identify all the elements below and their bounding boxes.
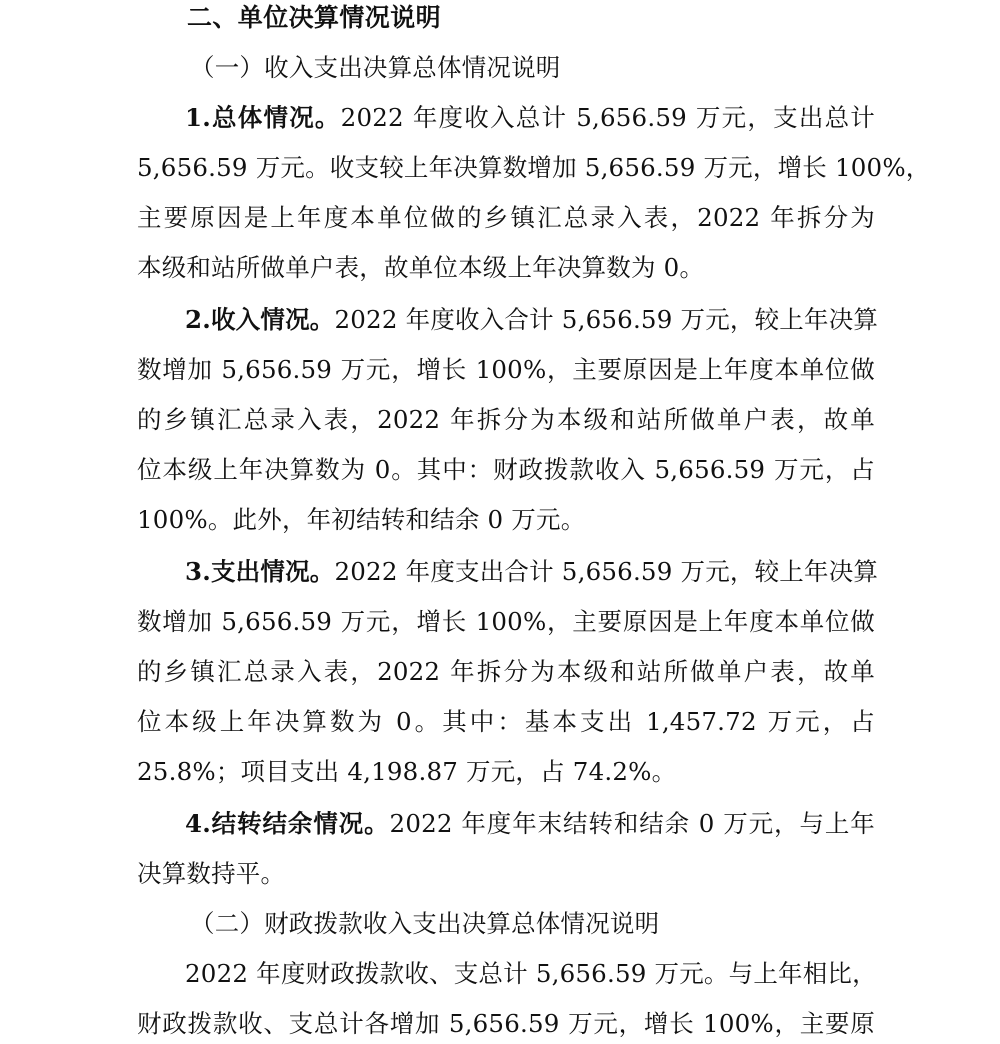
paragraph-expense-line-2: 数增加 5,656.59 万元，增长 100%，主要原因是上年度本单位做 xyxy=(137,607,875,636)
paragraph-fiscal-line-1: 2022 年度财政拨款收、支总计 5,656.59 万元。与上年相比， xyxy=(185,959,877,988)
paragraph-expense-text: 2022 年度支出合计 5,656.59 万元，较上年决算 xyxy=(334,557,879,586)
paragraph-overall-line-1 xyxy=(137,102,875,134)
paragraph-income-line-4: 位本级上年决算数为 0。其中：财政拨款收入 5,656.59 万元，占 xyxy=(137,455,875,484)
paragraph-income-line-1 xyxy=(137,304,879,336)
paragraph-carryover-line-1 xyxy=(137,808,875,840)
paragraph-expense-line-3: 的乡镇汇总录入表，2022 年拆分为本级和站所做单户表，故单 xyxy=(137,657,875,686)
paragraph-overall-line-4: 本级和站所做单户表，故单位本级上年决算数为 0。 xyxy=(137,253,705,282)
paragraph-income-text: 2022 年度收入合计 5,656.59 万元，较上年决算 xyxy=(334,305,879,334)
paragraph-expense-lead: 3.支出情况。 xyxy=(185,557,335,586)
paragraph-overall-line-3: 主要原因是上年度本单位做的乡镇汇总录入表，2022 年拆分为 xyxy=(137,203,875,232)
paragraph-income-line-3: 的乡镇汇总录入表，2022 年拆分为本级和站所做单户表，故单 xyxy=(137,405,875,434)
paragraph-fiscal-line-2: 财政拨款收、支总计各增加 5,656.59 万元，增长 100%，主要原 xyxy=(137,1009,875,1038)
paragraph-expense-line-1 xyxy=(137,556,879,588)
paragraph-income-line-5: 100%。此外，年初结转和结余 0 万元。 xyxy=(137,505,586,534)
paragraph-overall-lead: 1.总体情况。 xyxy=(185,103,341,132)
subsection-heading-income-expense: （一）收入支出决算总体情况说明 xyxy=(190,53,561,82)
paragraph-carryover-text: 2022 年度年末结转和结余 0 万元，与上年 xyxy=(389,809,875,838)
paragraph-carryover-line-2: 决算数持平。 xyxy=(137,859,286,888)
paragraph-income-line-2: 数增加 5,656.59 万元，增长 100%，主要原因是上年度本单位做 xyxy=(137,355,875,384)
paragraph-expense-line-5: 25.8%；项目支出 4,198.87 万元，占 74.2%。 xyxy=(137,757,677,786)
paragraph-overall-line-2: 5,656.59 万元。收支较上年决算数增加 5,656.59 万元，增长 100%， xyxy=(137,153,931,182)
subsection-heading-fiscal-appropriation: （二）财政拨款收入支出决算总体情况说明 xyxy=(190,909,660,938)
section-heading: 二、单位决算情况说明 xyxy=(187,3,442,32)
paragraph-carryover-lead: 4.结转结余情况。 xyxy=(185,809,390,838)
paragraph-income-lead: 2.收入情况。 xyxy=(185,305,335,334)
paragraph-overall-text: 2022 年度收入总计 5,656.59 万元，支出总计 xyxy=(340,103,875,132)
paragraph-expense-line-4: 位本级上年决算数为 0。其中：基本支出 1,457.72 万元，占 xyxy=(137,707,875,736)
